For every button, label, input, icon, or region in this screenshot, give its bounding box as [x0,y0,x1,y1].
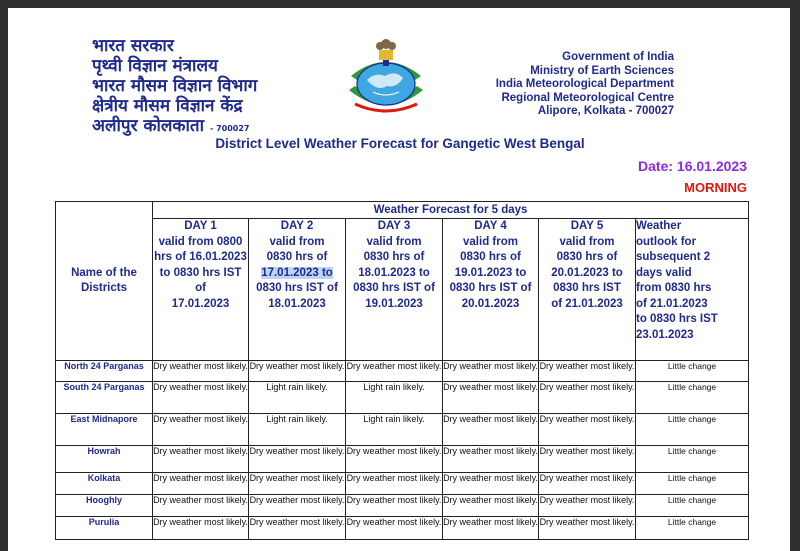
forecast-cell: Dry weather most likely. [153,414,249,446]
day-label: DAY 2 [280,220,314,232]
district-column-header: Name of the Districts [56,202,153,361]
day-label: DAY 4 [474,220,507,232]
hindi-city: अलीपुर कोलकाता [92,116,204,136]
forecast-cell: Dry weather most likely. [539,517,636,540]
forecast-date: Date: 16.01.2023 [638,158,747,174]
table-row [56,361,749,382]
table-row [56,382,749,414]
day-2-header [249,219,346,361]
day-validity-line: 0830 hrs of [556,251,618,263]
district-name: Kolkata [56,473,153,495]
outlook-line: 23.01.2023 [636,328,694,341]
district-name: Purulia [56,517,153,540]
day-validity-line: to 0830 hrs IST of [159,266,242,294]
outlook-cell: Little change [636,446,749,473]
hindi-line-1: भारत सरकार [92,36,174,56]
outlook-line: of 21.01.2023 [636,297,708,310]
day-1-header [153,219,249,361]
table-row [56,473,749,495]
forecast-cell: Dry weather most likely. [153,361,249,382]
day-validity-line: valid from 0800 [158,235,243,248]
forecast-cell: Dry weather most likely. [346,473,443,495]
english-line-5: Alipore, Kolkata - 700027 [537,105,674,117]
hindi-line-3: भारत मौसम विज्ञान विभाग [92,76,258,96]
document-title: District Level Weather Forecast for Gangetic West Bengal [215,136,585,151]
forecast-cell: Dry weather most likely. [539,361,636,382]
outlook-cell: Little change [636,473,749,495]
day-validity-line: 0830 hrs of [460,251,521,263]
viewer-frame-left [0,0,8,551]
outlook-line: Weather [636,220,682,232]
table-row [56,414,749,446]
text-selection-highlight: 17.01.2023 to [261,266,333,279]
day-validity-line: hrs of 16.01.2023 [154,251,247,263]
day-validity-line: 19.01.2023 to [454,266,527,279]
forecast-cell: Dry weather most likely. [153,473,249,495]
day-label: DAY 5 [570,220,604,232]
hindi-header [92,36,257,139]
day-validity-line: 20.01.2023 [461,297,520,310]
forecast-cell: Dry weather most likely. [153,517,249,540]
outlook-line: to 0830 hrs IST [636,313,718,325]
forecast-session: MORNING [684,180,747,195]
forecast-cell: Dry weather most likely. [346,446,443,473]
forecast-cell: Dry weather most likely. [443,382,539,414]
day-validity-line: 0830 hrs of [363,251,425,263]
forecast-cell: Dry weather most likely. [539,414,636,446]
day-validity-line: valid from [559,235,615,248]
day-label: DAY 1 [184,220,217,232]
day-validity-line: 0830 hrs IST of [449,282,532,294]
outlook-cell: Little change [636,361,749,382]
forecast-span-header: Weather Forecast for 5 days [153,202,749,219]
outlook-cell: Little change [636,495,749,517]
forecast-cell: Light rain likely. [346,414,443,446]
outlook-line: subsequent 2 [636,251,711,263]
forecast-cell: Dry weather most likely. [443,473,539,495]
outlook-header [636,219,749,361]
forecast-table [55,201,749,540]
forecast-cell: Dry weather most likely. [249,361,346,382]
forecast-cell: Light rain likely. [249,382,346,414]
hindi-line-4: क्षेत्रीय मौसम विज्ञान केंद्र [92,96,243,116]
forecast-cell: Dry weather most likely. [249,517,346,540]
english-line-3: India Meteorological Department [495,78,674,90]
day-validity-line: 0830 hrs IST of [256,282,338,294]
forecast-cell: Dry weather most likely. [443,361,539,382]
outlook-cell: Little change [636,517,749,540]
day-validity-line: 19.01.2023 [365,297,423,310]
day-validity-line: valid from [269,235,325,248]
forecast-cell: Dry weather most likely. [346,517,443,540]
day-3-header [346,219,443,361]
outlook-cell: Little change [636,382,749,414]
district-name: South 24 Parganas [56,382,153,414]
outlook-line: outlook for [636,235,697,248]
day-validity-line: 20.01.2023 to [551,266,623,279]
forecast-cell: Dry weather most likely. [249,473,346,495]
english-line-4: Regional Meteorological Centre [501,91,674,104]
hindi-line-2: पृथ्वी विज्ञान मंत्रालय [92,56,218,76]
day-validity-line: 18.01.2023 [268,297,326,310]
forecast-cell: Dry weather most likely. [153,495,249,517]
forecast-cell: Dry weather most likely. [539,446,636,473]
day-validity-line [249,266,345,282]
forecast-cell: Dry weather most likely. [249,495,346,517]
forecast-cell: Dry weather most likely. [153,446,249,473]
viewer-frame-right [790,0,800,551]
forecast-cell: Dry weather most likely. [539,473,636,495]
forecast-cell: Dry weather most likely. [443,446,539,473]
day-label: DAY 3 [377,220,411,232]
forecast-cell: Dry weather most likely. [539,495,636,517]
forecast-cell: Dry weather most likely. [346,361,443,382]
outlook-line: days valid [636,266,692,279]
forecast-cell: Dry weather most likely. [153,382,249,414]
english-line-2: Ministry of Earth Sciences [530,64,674,77]
day-4-header [443,219,539,361]
day-validity-line: 18.01.2023 to [358,266,430,279]
forecast-cell: Light rain likely. [249,414,346,446]
forecast-cell: Dry weather most likely. [443,495,539,517]
day-validity-line: valid from [366,235,422,248]
district-name: North 24 Parganas [56,361,153,382]
outlook-line: from 0830 hrs [636,282,712,294]
day-validity-line: 0830 hrs IST [553,282,621,294]
english-line-1: Government of India [562,51,674,63]
district-name: East Midnapore [56,414,153,446]
table-row [56,495,749,517]
forecast-cell: Dry weather most likely. [346,495,443,517]
outlook-cell: Little change [636,414,749,446]
day-validity-line: of 21.01.2023 [551,297,623,310]
table-row [56,517,749,540]
day-validity-line: 17.01.2023 [171,297,230,310]
table-row [56,446,749,473]
district-name: Hooghly [56,495,153,517]
forecast-cell: Dry weather most likely. [249,446,346,473]
day-validity-line: 0830 hrs IST of [353,282,435,294]
hindi-pin: - 700027 [209,124,250,133]
forecast-cell: Dry weather most likely. [443,414,539,446]
forecast-cell: Light rain likely. [346,382,443,414]
day-validity-line: valid from [463,235,518,248]
day-5-header [539,219,636,361]
forecast-cell: Dry weather most likely. [539,382,636,414]
district-name: Howrah [56,446,153,473]
day-validity-line: 0830 hrs of [266,251,328,263]
english-header [496,51,674,119]
viewer-frame-top [0,0,800,8]
imd-emblem-icon [345,36,427,122]
forecast-cell: Dry weather most likely. [443,517,539,540]
